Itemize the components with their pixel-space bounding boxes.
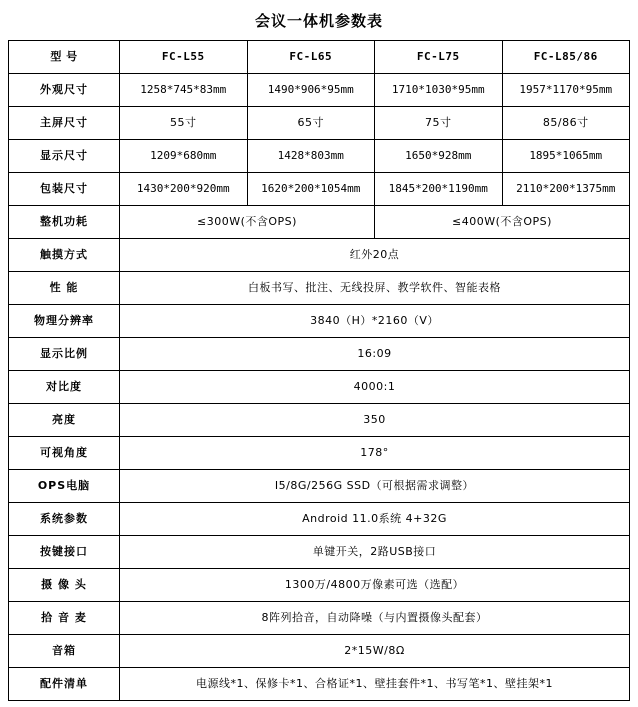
row-value: 4000:1	[120, 371, 630, 404]
row-label: 整机功耗	[9, 206, 120, 239]
table-row	[9, 569, 630, 602]
row-value: 65寸	[247, 107, 375, 140]
row-value: 85/86寸	[502, 107, 630, 140]
row-value: 1258*745*83mm	[120, 74, 248, 107]
spec-table-body	[9, 41, 630, 701]
row-label: 可视角度	[9, 437, 120, 470]
table-row	[9, 635, 630, 668]
row-value: 白板书写、批注、无线投屏、教学软件、智能表格	[120, 272, 630, 305]
spec-table	[8, 40, 630, 701]
row-value: 16:09	[120, 338, 630, 371]
table-header-model: FC-L65	[247, 41, 375, 74]
table-row	[9, 74, 630, 107]
table-row	[9, 437, 630, 470]
row-value: I5/8G/256G SSD（可根据需求调整）	[120, 470, 630, 503]
table-row	[9, 206, 630, 239]
row-value: ≤400W(不含OPS)	[375, 206, 630, 239]
row-label: 包装尺寸	[9, 173, 120, 206]
row-label: 亮度	[9, 404, 120, 437]
row-value: 单键开关，2路USB接口	[120, 536, 630, 569]
row-value: 1430*200*920mm	[120, 173, 248, 206]
row-label: 显示尺寸	[9, 140, 120, 173]
row-label: 系统参数	[9, 503, 120, 536]
table-row	[9, 140, 630, 173]
row-value: 350	[120, 404, 630, 437]
row-label: 配件清单	[9, 668, 120, 701]
row-value: ≤300W(不含OPS)	[120, 206, 375, 239]
row-value: 1845*200*1190mm	[375, 173, 503, 206]
row-value: 红外20点	[120, 239, 630, 272]
table-row	[9, 239, 630, 272]
page-title: 会议一体机参数表	[254, 12, 383, 30]
row-value: 1957*1170*95mm	[502, 74, 630, 107]
row-value: 1300万/4800万像素可选（选配）	[120, 569, 630, 602]
row-value: 1895*1065mm	[502, 140, 630, 173]
row-value: 3840（H）*2160（V）	[120, 305, 630, 338]
row-value: 1209*680mm	[120, 140, 248, 173]
row-label: 显示比例	[9, 338, 120, 371]
row-label: 物理分辨率	[9, 305, 120, 338]
table-row	[9, 503, 630, 536]
table-header-row	[9, 41, 630, 74]
table-header-model: FC-L55	[120, 41, 248, 74]
row-label: 触摸方式	[9, 239, 120, 272]
row-value: 电源线*1、保修卡*1、合格证*1、壁挂套件*1、书写笔*1、壁挂架*1	[120, 668, 630, 701]
row-value: 2*15W/8Ω	[120, 635, 630, 668]
row-value: Android 11.0系统 4+32G	[120, 503, 630, 536]
row-value: 1428*803mm	[247, 140, 375, 173]
row-label: 音箱	[9, 635, 120, 668]
row-value: 1620*200*1054mm	[247, 173, 375, 206]
table-row	[9, 173, 630, 206]
row-label: 性 能	[9, 272, 120, 305]
row-value: 2110*200*1375mm	[502, 173, 630, 206]
table-header-label: 型 号	[9, 41, 120, 74]
row-value: 55寸	[120, 107, 248, 140]
table-row	[9, 404, 630, 437]
table-header-model: FC-L85/86	[502, 41, 630, 74]
row-label: 拾 音 麦	[9, 602, 120, 635]
table-row	[9, 371, 630, 404]
table-row	[9, 272, 630, 305]
row-label: 主屏尺寸	[9, 107, 120, 140]
row-value: 1710*1030*95mm	[375, 74, 503, 107]
row-value: 8阵列拾音，自动降噪（与内置摄像头配套）	[120, 602, 630, 635]
table-row	[9, 536, 630, 569]
row-value: 178°	[120, 437, 630, 470]
row-value: 1490*906*95mm	[247, 74, 375, 107]
row-label: 外观尺寸	[9, 74, 120, 107]
table-row	[9, 470, 630, 503]
row-label: 按键接口	[9, 536, 120, 569]
row-value: 75寸	[375, 107, 503, 140]
table-row	[9, 668, 630, 701]
table-row	[9, 305, 630, 338]
row-label: 摄 像 头	[9, 569, 120, 602]
row-label: 对比度	[9, 371, 120, 404]
table-row	[9, 602, 630, 635]
table-row	[9, 338, 630, 371]
table-row	[9, 107, 630, 140]
row-value: 1650*928mm	[375, 140, 503, 173]
table-header-model: FC-L75	[375, 41, 503, 74]
row-label: OPS电脑	[9, 470, 120, 503]
